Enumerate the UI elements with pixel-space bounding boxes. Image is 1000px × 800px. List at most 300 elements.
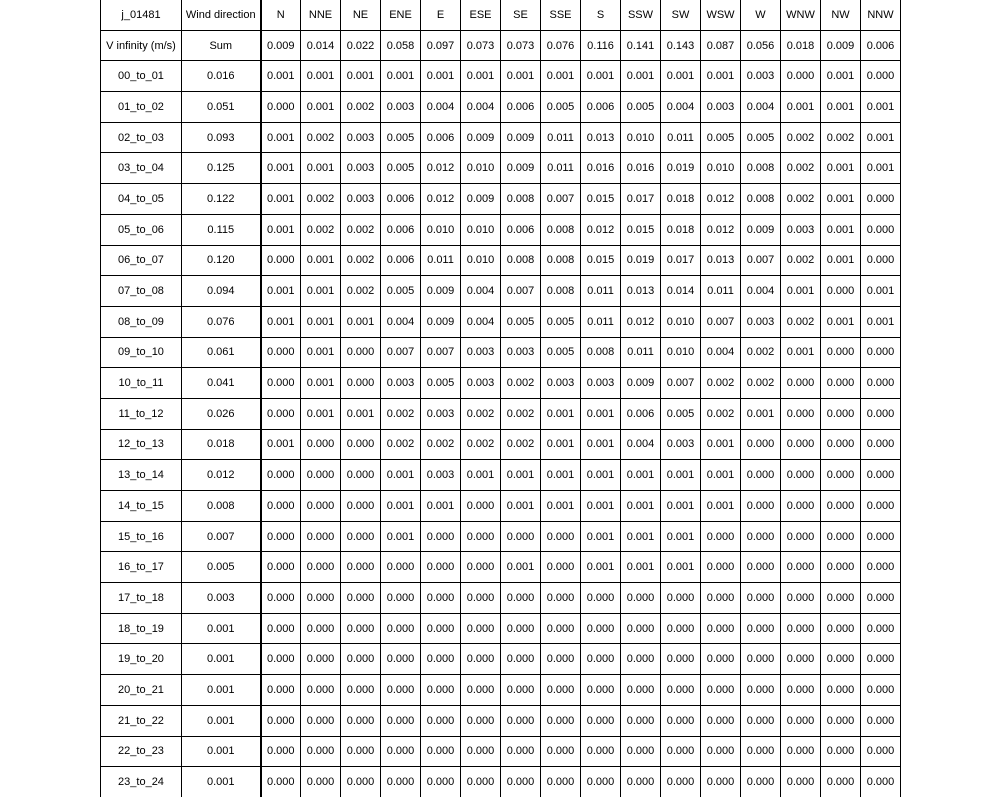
- frequency-cell: 0.001: [821, 245, 861, 276]
- frequency-cell: 0.000: [781, 675, 821, 706]
- frequency-cell: 0.000: [861, 675, 901, 706]
- frequency-cell: 0.000: [501, 521, 541, 552]
- frequency-cell: 0.002: [821, 122, 861, 153]
- frequency-cell: 0.004: [461, 92, 501, 123]
- direction-sum-cell: 0.018: [781, 30, 821, 61]
- frequency-cell: 0.000: [261, 521, 301, 552]
- frequency-cell: 0.000: [301, 491, 341, 522]
- frequency-cell: 0.000: [261, 337, 301, 368]
- frequency-cell: 0.000: [861, 61, 901, 92]
- frequency-cell: 0.000: [621, 613, 661, 644]
- table-row: [101, 613, 901, 644]
- frequency-cell: 0.000: [701, 521, 741, 552]
- frequency-cell: 0.002: [501, 398, 541, 429]
- frequency-cell: 0.001: [301, 153, 341, 184]
- frequency-cell: 0.001: [661, 61, 701, 92]
- frequency-cell: 0.001: [661, 552, 701, 583]
- direction-sum-cell: 0.116: [581, 30, 621, 61]
- frequency-cell: 0.008: [541, 214, 581, 245]
- frequency-cell: 0.000: [821, 337, 861, 368]
- frequency-cell: 0.003: [741, 306, 781, 337]
- frequency-cell: 0.011: [581, 276, 621, 307]
- frequency-cell: 0.002: [741, 368, 781, 399]
- frequency-cell: 0.000: [661, 583, 701, 614]
- frequency-cell: 0.000: [341, 583, 381, 614]
- frequency-cell: 0.004: [741, 92, 781, 123]
- speed-bin-label: 15_to_16: [101, 521, 182, 552]
- frequency-cell: 0.005: [741, 122, 781, 153]
- frequency-cell: 0.002: [341, 276, 381, 307]
- table-row: [101, 521, 901, 552]
- frequency-cell: 0.006: [501, 92, 541, 123]
- frequency-cell: 0.001: [341, 306, 381, 337]
- direction-header-cell: SSE: [541, 0, 581, 30]
- frequency-cell: 0.001: [821, 306, 861, 337]
- speed-bin-label: 08_to_09: [101, 306, 182, 337]
- speed-bin-label: 13_to_14: [101, 460, 182, 491]
- frequency-cell: 0.007: [421, 337, 461, 368]
- frequency-cell: 0.008: [541, 245, 581, 276]
- frequency-cell: 0.009: [421, 306, 461, 337]
- row-sum-cell: 0.001: [182, 613, 261, 644]
- frequency-cell: 0.010: [421, 214, 461, 245]
- frequency-cell: 0.000: [301, 521, 341, 552]
- frequency-cell: 0.001: [301, 337, 341, 368]
- frequency-cell: 0.000: [821, 521, 861, 552]
- table-row: [101, 153, 901, 184]
- frequency-cell: 0.000: [501, 767, 541, 797]
- frequency-cell: 0.004: [621, 429, 661, 460]
- frequency-cell: 0.000: [381, 675, 421, 706]
- direction-sum-cell: 0.073: [461, 30, 501, 61]
- frequency-cell: 0.000: [461, 491, 501, 522]
- frequency-cell: 0.002: [781, 306, 821, 337]
- frequency-cell: 0.007: [501, 276, 541, 307]
- frequency-cell: 0.008: [741, 153, 781, 184]
- frequency-cell: 0.001: [381, 61, 421, 92]
- frequency-cell: 0.008: [581, 337, 621, 368]
- frequency-cell: 0.001: [341, 398, 381, 429]
- direction-header-cell: SSW: [621, 0, 661, 30]
- frequency-cell: 0.000: [421, 521, 461, 552]
- row-sum-cell: 0.001: [182, 705, 261, 736]
- frequency-cell: 0.001: [621, 460, 661, 491]
- frequency-cell: 0.003: [341, 153, 381, 184]
- frequency-cell: 0.000: [861, 337, 901, 368]
- frequency-cell: 0.013: [621, 276, 661, 307]
- direction-sum-cell: 0.087: [701, 30, 741, 61]
- frequency-cell: 0.000: [581, 705, 621, 736]
- frequency-cell: 0.000: [781, 61, 821, 92]
- frequency-cell: 0.000: [861, 429, 901, 460]
- frequency-cell: 0.001: [821, 153, 861, 184]
- frequency-cell: 0.000: [861, 583, 901, 614]
- frequency-cell: 0.000: [701, 583, 741, 614]
- frequency-cell: 0.018: [661, 184, 701, 215]
- row-sum-cell: 0.001: [182, 675, 261, 706]
- frequency-cell: 0.000: [381, 644, 421, 675]
- frequency-cell: 0.001: [261, 153, 301, 184]
- frequency-cell: 0.011: [581, 306, 621, 337]
- frequency-cell: 0.000: [461, 644, 501, 675]
- frequency-cell: 0.006: [381, 184, 421, 215]
- frequency-cell: 0.000: [781, 705, 821, 736]
- frequency-cell: 0.000: [621, 675, 661, 706]
- table-row: [101, 767, 901, 797]
- table-row: [101, 122, 901, 153]
- frequency-cell: 0.000: [781, 521, 821, 552]
- frequency-cell: 0.000: [741, 736, 781, 767]
- row-sum-cell: 0.008: [182, 491, 261, 522]
- frequency-cell: 0.000: [821, 398, 861, 429]
- frequency-cell: 0.002: [741, 337, 781, 368]
- frequency-cell: 0.000: [821, 460, 861, 491]
- frequency-cell: 0.000: [421, 613, 461, 644]
- frequency-cell: 0.000: [381, 552, 421, 583]
- frequency-cell: 0.000: [301, 460, 341, 491]
- row-sum-cell: 0.094: [182, 276, 261, 307]
- frequency-cell: 0.001: [701, 429, 741, 460]
- frequency-cell: 0.011: [541, 153, 581, 184]
- frequency-cell: 0.012: [701, 214, 741, 245]
- frequency-cell: 0.001: [301, 276, 341, 307]
- table-row: [101, 398, 901, 429]
- frequency-cell: 0.004: [461, 306, 501, 337]
- frequency-cell: 0.000: [301, 583, 341, 614]
- frequency-cell: 0.001: [581, 552, 621, 583]
- frequency-cell: 0.001: [261, 184, 301, 215]
- frequency-cell: 0.000: [781, 491, 821, 522]
- frequency-cell: 0.000: [821, 552, 861, 583]
- frequency-cell: 0.003: [501, 337, 541, 368]
- frequency-cell: 0.000: [341, 552, 381, 583]
- frequency-cell: 0.010: [661, 306, 701, 337]
- table-row: [101, 429, 901, 460]
- frequency-cell: 0.001: [861, 122, 901, 153]
- direction-header-cell: E: [421, 0, 461, 30]
- frequency-cell: 0.010: [461, 153, 501, 184]
- frequency-cell: 0.003: [581, 368, 621, 399]
- frequency-cell: 0.005: [541, 337, 581, 368]
- frequency-cell: 0.000: [261, 368, 301, 399]
- frequency-cell: 0.001: [621, 491, 661, 522]
- frequency-cell: 0.004: [741, 276, 781, 307]
- frequency-cell: 0.018: [661, 214, 701, 245]
- frequency-cell: 0.000: [701, 767, 741, 797]
- frequency-cell: 0.000: [661, 705, 701, 736]
- frequency-cell: 0.007: [741, 245, 781, 276]
- row-sum-cell: 0.005: [182, 552, 261, 583]
- frequency-cell: 0.001: [261, 429, 301, 460]
- frequency-cell: 0.003: [781, 214, 821, 245]
- frequency-cell: 0.010: [701, 153, 741, 184]
- frequency-cell: 0.000: [501, 583, 541, 614]
- frequency-cell: 0.000: [421, 705, 461, 736]
- frequency-cell: 0.000: [341, 368, 381, 399]
- frequency-cell: 0.011: [701, 276, 741, 307]
- frequency-cell: 0.002: [301, 214, 341, 245]
- speed-bin-label: 17_to_18: [101, 583, 182, 614]
- frequency-cell: 0.000: [741, 583, 781, 614]
- speed-bin-label: 19_to_20: [101, 644, 182, 675]
- frequency-cell: 0.000: [381, 705, 421, 736]
- frequency-cell: 0.000: [861, 184, 901, 215]
- frequency-cell: 0.000: [781, 583, 821, 614]
- frequency-cell: 0.005: [421, 368, 461, 399]
- row-sum-cell: 0.041: [182, 368, 261, 399]
- frequency-cell: 0.000: [261, 705, 301, 736]
- frequency-cell: 0.000: [261, 736, 301, 767]
- frequency-cell: 0.001: [421, 491, 461, 522]
- frequency-cell: 0.000: [341, 521, 381, 552]
- row-sum-cell: 0.061: [182, 337, 261, 368]
- frequency-cell: 0.000: [821, 429, 861, 460]
- frequency-cell: 0.000: [541, 583, 581, 614]
- frequency-cell: 0.000: [861, 398, 901, 429]
- frequency-cell: 0.009: [501, 122, 541, 153]
- frequency-cell: 0.000: [661, 675, 701, 706]
- table-body: [101, 0, 901, 797]
- speed-bin-label: 21_to_22: [101, 705, 182, 736]
- table-row: [101, 184, 901, 215]
- frequency-cell: 0.002: [381, 429, 421, 460]
- frequency-cell: 0.000: [541, 644, 581, 675]
- frequency-cell: 0.000: [541, 613, 581, 644]
- frequency-cell: 0.000: [261, 613, 301, 644]
- frequency-cell: 0.000: [861, 767, 901, 797]
- frequency-cell: 0.000: [501, 736, 541, 767]
- frequency-cell: 0.002: [341, 245, 381, 276]
- direction-sum-cell: 0.143: [661, 30, 701, 61]
- frequency-cell: 0.000: [661, 613, 701, 644]
- frequency-cell: 0.009: [421, 276, 461, 307]
- table-row: [101, 460, 901, 491]
- frequency-cell: 0.000: [781, 368, 821, 399]
- direction-sum-cell: 0.056: [741, 30, 781, 61]
- frequency-cell: 0.001: [381, 491, 421, 522]
- frequency-cell: 0.002: [781, 184, 821, 215]
- frequency-cell: 0.001: [341, 61, 381, 92]
- frequency-cell: 0.000: [461, 675, 501, 706]
- frequency-cell: 0.000: [861, 521, 901, 552]
- frequency-cell: 0.014: [661, 276, 701, 307]
- frequency-cell: 0.001: [701, 460, 741, 491]
- direction-header-cell: SE: [501, 0, 541, 30]
- frequency-cell: 0.004: [421, 92, 461, 123]
- speed-bin-label: 09_to_10: [101, 337, 182, 368]
- frequency-cell: 0.000: [701, 675, 741, 706]
- frequency-cell: 0.009: [501, 153, 541, 184]
- frequency-cell: 0.016: [581, 153, 621, 184]
- frequency-cell: 0.001: [661, 491, 701, 522]
- frequency-cell: 0.006: [381, 245, 421, 276]
- frequency-cell: 0.000: [741, 613, 781, 644]
- frequency-cell: 0.000: [421, 583, 461, 614]
- frequency-cell: 0.000: [261, 460, 301, 491]
- frequency-cell: 0.001: [301, 61, 341, 92]
- frequency-cell: 0.010: [621, 122, 661, 153]
- frequency-cell: 0.011: [661, 122, 701, 153]
- table-row: [101, 736, 901, 767]
- frequency-cell: 0.000: [581, 583, 621, 614]
- row-sum-cell: 0.016: [182, 61, 261, 92]
- frequency-cell: 0.000: [461, 613, 501, 644]
- frequency-cell: 0.010: [461, 245, 501, 276]
- frequency-cell: 0.007: [541, 184, 581, 215]
- frequency-cell: 0.006: [381, 214, 421, 245]
- frequency-cell: 0.000: [501, 705, 541, 736]
- frequency-cell: 0.001: [781, 276, 821, 307]
- direction-sum-cell: 0.076: [541, 30, 581, 61]
- frequency-cell: 0.000: [741, 460, 781, 491]
- frequency-cell: 0.006: [501, 214, 541, 245]
- frequency-cell: 0.001: [781, 337, 821, 368]
- frequency-cell: 0.010: [661, 337, 701, 368]
- frequency-cell: 0.001: [261, 61, 301, 92]
- frequency-cell: 0.000: [861, 214, 901, 245]
- wind-direction-header: Wind direction: [182, 0, 261, 30]
- frequency-cell: 0.000: [261, 491, 301, 522]
- speed-bin-label: 14_to_15: [101, 491, 182, 522]
- frequency-cell: 0.002: [421, 429, 461, 460]
- frequency-cell: 0.009: [461, 184, 501, 215]
- frequency-cell: 0.000: [461, 521, 501, 552]
- frequency-cell: 0.012: [421, 153, 461, 184]
- frequency-cell: 0.003: [701, 92, 741, 123]
- frequency-cell: 0.002: [781, 153, 821, 184]
- frequency-cell: 0.000: [541, 705, 581, 736]
- table-row: [101, 276, 901, 307]
- frequency-cell: 0.000: [621, 705, 661, 736]
- frequency-cell: 0.000: [501, 675, 541, 706]
- frequency-cell: 0.000: [341, 736, 381, 767]
- frequency-cell: 0.000: [581, 736, 621, 767]
- direction-header-cell: NW: [821, 0, 861, 30]
- frequency-cell: 0.001: [661, 460, 701, 491]
- frequency-cell: 0.000: [261, 644, 301, 675]
- frequency-cell: 0.000: [821, 583, 861, 614]
- frequency-cell: 0.011: [621, 337, 661, 368]
- frequency-cell: 0.000: [421, 675, 461, 706]
- frequency-cell: 0.019: [621, 245, 661, 276]
- frequency-cell: 0.005: [541, 306, 581, 337]
- frequency-cell: 0.000: [301, 736, 341, 767]
- row-sum-cell: 0.007: [182, 521, 261, 552]
- sum-row: [101, 30, 901, 61]
- direction-sum-cell: 0.006: [861, 30, 901, 61]
- frequency-cell: 0.000: [741, 429, 781, 460]
- speed-bin-label: 03_to_04: [101, 153, 182, 184]
- frequency-cell: 0.005: [501, 306, 541, 337]
- frequency-cell: 0.000: [741, 552, 781, 583]
- frequency-cell: 0.000: [781, 398, 821, 429]
- speed-bin-label: 05_to_06: [101, 214, 182, 245]
- table-row: [101, 245, 901, 276]
- frequency-cell: 0.000: [701, 736, 741, 767]
- frequency-cell: 0.004: [661, 92, 701, 123]
- frequency-cell: 0.000: [341, 491, 381, 522]
- frequency-cell: 0.000: [621, 767, 661, 797]
- frequency-cell: 0.001: [421, 61, 461, 92]
- frequency-cell: 0.000: [861, 552, 901, 583]
- frequency-cell: 0.000: [421, 767, 461, 797]
- frequency-cell: 0.000: [341, 675, 381, 706]
- frequency-cell: 0.009: [621, 368, 661, 399]
- frequency-cell: 0.000: [821, 491, 861, 522]
- frequency-cell: 0.000: [741, 491, 781, 522]
- row-sum-cell: 0.003: [182, 583, 261, 614]
- frequency-cell: 0.000: [861, 644, 901, 675]
- frequency-cell: 0.007: [381, 337, 421, 368]
- frequency-cell: 0.000: [541, 767, 581, 797]
- frequency-cell: 0.001: [821, 184, 861, 215]
- frequency-cell: 0.003: [381, 92, 421, 123]
- frequency-cell: 0.000: [861, 736, 901, 767]
- frequency-cell: 0.011: [421, 245, 461, 276]
- frequency-cell: 0.000: [781, 460, 821, 491]
- frequency-cell: 0.000: [701, 613, 741, 644]
- frequency-cell: 0.000: [741, 767, 781, 797]
- table-row: [101, 675, 901, 706]
- frequency-cell: 0.009: [461, 122, 501, 153]
- frequency-cell: 0.003: [461, 337, 501, 368]
- frequency-cell: 0.000: [341, 613, 381, 644]
- frequency-cell: 0.001: [501, 552, 541, 583]
- speed-bin-label: 07_to_08: [101, 276, 182, 307]
- table-row: [101, 552, 901, 583]
- frequency-cell: 0.001: [541, 460, 581, 491]
- table-row: [101, 337, 901, 368]
- frequency-cell: 0.000: [781, 613, 821, 644]
- frequency-cell: 0.016: [621, 153, 661, 184]
- frequency-cell: 0.001: [821, 61, 861, 92]
- frequency-cell: 0.000: [301, 644, 341, 675]
- frequency-cell: 0.005: [381, 276, 421, 307]
- row-sum-cell: 0.076: [182, 306, 261, 337]
- frequency-cell: 0.002: [461, 429, 501, 460]
- frequency-cell: 0.000: [341, 644, 381, 675]
- speed-bin-label: 18_to_19: [101, 613, 182, 644]
- frequency-cell: 0.000: [661, 644, 701, 675]
- frequency-cell: 0.000: [301, 613, 341, 644]
- frequency-cell: 0.007: [701, 306, 741, 337]
- speed-bin-label: 20_to_21: [101, 675, 182, 706]
- speed-bin-label: 12_to_13: [101, 429, 182, 460]
- frequency-cell: 0.003: [661, 429, 701, 460]
- frequency-cell: 0.000: [821, 675, 861, 706]
- frequency-cell: 0.004: [701, 337, 741, 368]
- frequency-cell: 0.001: [541, 491, 581, 522]
- speed-bin-label: 22_to_23: [101, 736, 182, 767]
- frequency-cell: 0.000: [701, 705, 741, 736]
- frequency-cell: 0.000: [861, 368, 901, 399]
- direction-header-cell: NE: [341, 0, 381, 30]
- row-sum-cell: 0.012: [182, 460, 261, 491]
- frequency-cell: 0.001: [861, 276, 901, 307]
- frequency-cell: 0.001: [541, 398, 581, 429]
- frequency-cell: 0.012: [701, 184, 741, 215]
- row-sum-cell: 0.001: [182, 767, 261, 797]
- frequency-cell: 0.011: [541, 122, 581, 153]
- direction-header-cell: NNE: [301, 0, 341, 30]
- frequency-cell: 0.000: [501, 644, 541, 675]
- frequency-cell: 0.001: [301, 92, 341, 123]
- frequency-cell: 0.003: [381, 368, 421, 399]
- direction-sum-cell: 0.058: [381, 30, 421, 61]
- frequency-cell: 0.003: [341, 184, 381, 215]
- frequency-cell: 0.001: [261, 214, 301, 245]
- table-row: [101, 306, 901, 337]
